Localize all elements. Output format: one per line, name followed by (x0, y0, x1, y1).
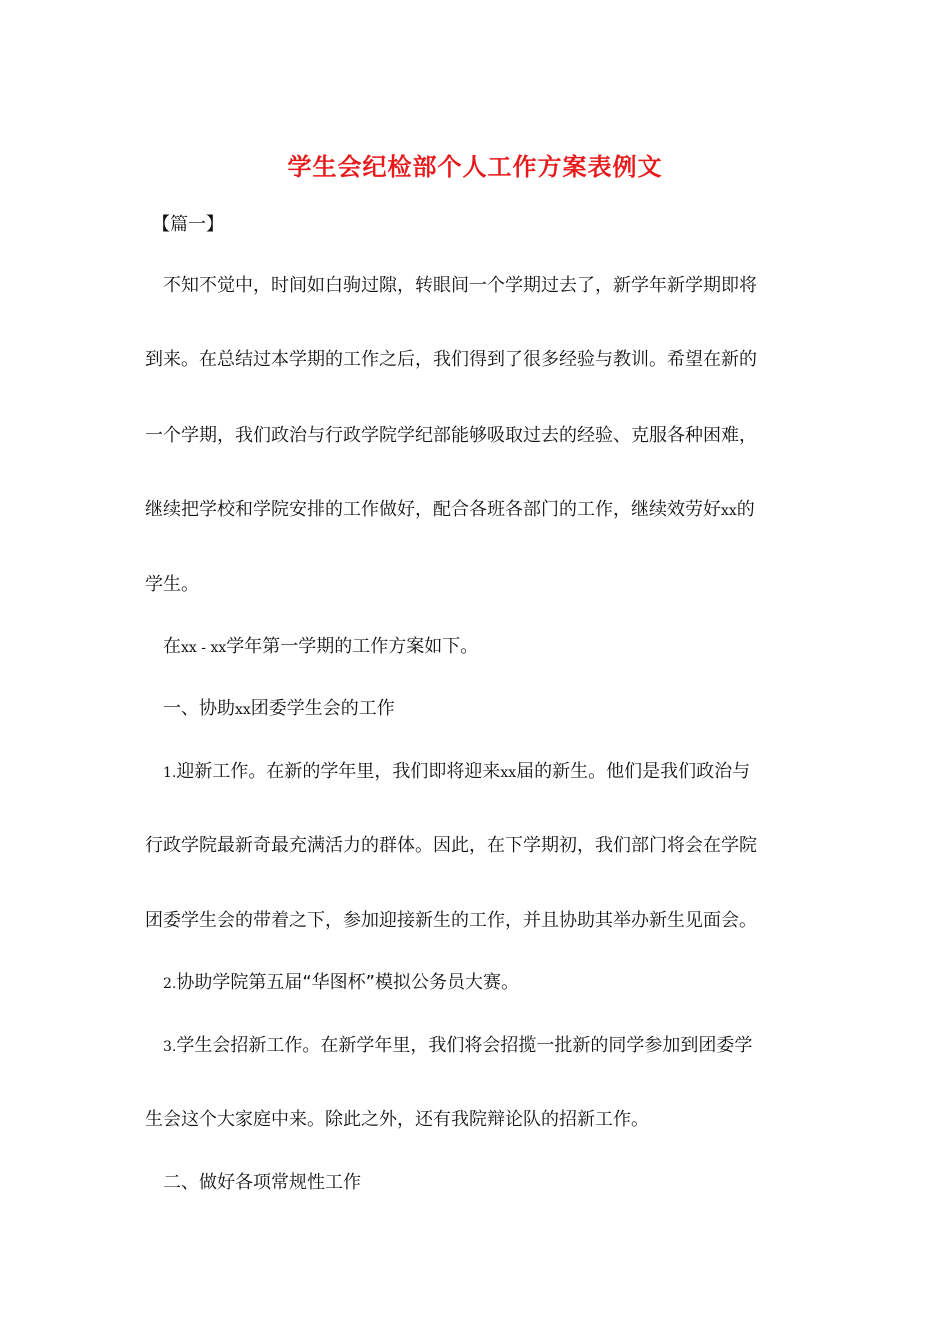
text-span: 的 (736, 499, 755, 520)
dash: - (196, 640, 211, 656)
placeholder-xx: xx (210, 640, 227, 656)
item-number: 2. (163, 976, 177, 992)
text-span: 在 (163, 636, 181, 657)
list-item-3 (163, 1032, 833, 1061)
document-title: 学生会纪检部个人工作方案表例文 (287, 153, 663, 181)
section-heading-2: 二、做好各项常规性工作 (163, 1172, 361, 1193)
paragraph-line: 一个学期，我们政治与行政学院学纪部能够吸取过去的经验、克服各种困难， (145, 425, 757, 446)
section-label: 【篇一】 (152, 214, 224, 235)
text-span: 团委学生会的工作 (250, 698, 395, 719)
item-number: 3. (163, 1039, 177, 1055)
placeholder-xx: xx (181, 640, 197, 656)
text-span: 继续把学校和学院安排的工作做好，配合各班各部门的工作，继续效劳好 (145, 499, 721, 520)
text-span: 一、协助 (163, 698, 235, 719)
text-span: 学年第一学期的工作方案如下。 (226, 636, 479, 657)
text-span: 学生会招新工作。在新学年里，我们将会招揽一批新的同学参加到团委学 (176, 1035, 753, 1056)
placeholder-xx: xx (235, 702, 251, 718)
placeholder-xx: xx (721, 503, 737, 519)
text-span: 届的新生。他们是我们政治与 (516, 761, 751, 782)
paragraph-line: 不知不觉中，时间如白驹过隙，转眼间一个学期过去了，新学年新学期即将 (163, 275, 757, 296)
paragraph-line: 学生。 (145, 574, 199, 595)
text-span: 迎新工作。在新的学年里，我们即将迎来 (176, 761, 501, 782)
paragraph-line: 生会这个大家庭中来。除此之外，还有我院辩论队的招新工作。 (145, 1109, 649, 1130)
placeholder-xx: xx (500, 765, 517, 781)
list-item-1 (163, 758, 833, 787)
plan-intro (163, 633, 833, 662)
paragraph-line: 团委学生会的带着之下，参加迎接新生的工作，并且协助其举办新生见面会。 (145, 910, 757, 931)
list-item-2 (163, 969, 833, 998)
section-heading-1 (163, 695, 833, 724)
paragraph-line: 行政学院最新奇最充满活力的群体。因此，在下学期初，我们部门将会在学院 (145, 835, 757, 856)
paragraph-line: 到来。在总结过本学期的工作之后，我们得到了很多经验与教训。希望在新的 (145, 349, 757, 370)
item-number: 1. (163, 765, 177, 781)
paragraph-line (145, 496, 815, 525)
text-span: 协助学院第五届“华图杯”模拟公务员大赛。 (176, 972, 520, 993)
